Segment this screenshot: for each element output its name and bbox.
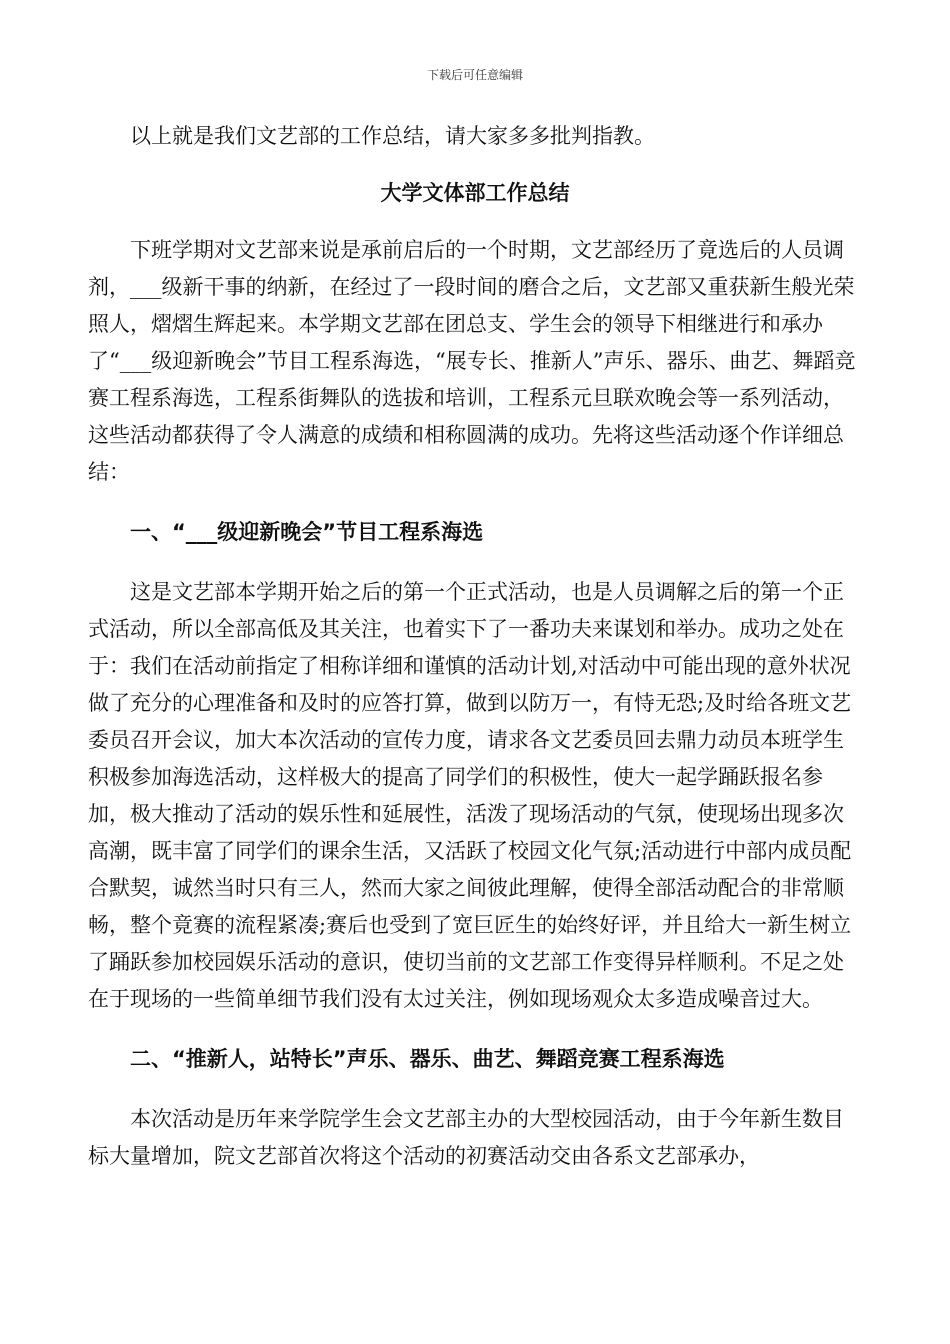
section-2-heading: 二、“推新人，站特长”声乐、器乐、曲艺、舞蹈竞赛工程系海选 [130, 1047, 725, 1071]
section-1-paragraph: 这是文艺部本学期开始之后的第一个正式活动，也是人员调解之后的第一个正式活动，所以全部高低及其关注，也着实下了一番功夫来谋划和举办。成功之处在于：我们在活动前指定了相称详细和谨慎的活动计划,对活动中可能出现的意外状况做了充分的心理准备和及时的应答打算，做到以防万一，有恃无恐;及时给各班文艺委员召开会议，加大本次活动的宣传力度，请求各文艺委员回去鼎力动员本班学生积极参加海选活动，这样极大的提高了同学们的积极性，使大一起学踊跃报名参加，极大推动了活动的娱乐性和延展性，活泼了现场活动的气氛，使现场出现多次高潮，既丰富了同学们的课余生活，又活跃了校园文化气氛;活动进行中部内成员配合默契，诚然当时只有三人，然而大家之间彼此理解，使得全部活动配合的非常顺畅，整个竟赛的流程紧凑;赛后也受到了宽巨匠生的始终好评，并且给大一新生树立了踊跃参加校园娱乐活动的意识，使切当前的文艺部工作变得异样顺利。不足之处在于现场的一些简单细节我们没有太过关注，例如现场观众太多造成噪音过大。 [88, 580, 852, 1011]
page-header-note: 下载后可任意编辑 [426, 68, 523, 82]
intro-paragraph: 下班学期对文艺部来说是承前启后的一个时期，文艺部经历了竟选后的人员调剂，___级新干事的纳新，在经过了一段时间的磨合之后，文艺部又重获新生般光荣照人，熠熠生辉起来。本学期文艺部在团总支、学生会的领导下相继进行和承办了“___级迎新晚会”节目工程系海选，“展专长、推新人”声乐、器乐、曲艺、舞蹈竞赛工程系海选，工程系街舞队的选拔和培训，工程系元旦联欢晚会等一系列活动，这些活动都获得了令人满意的成绩和相称圆满的成功。先将这些活动逐个作详细总结： [88, 238, 856, 484]
document-title: 大学文体部工作总结 [380, 181, 570, 205]
closing-paragraph: 以上就是我们文艺部的工作总结，请大家多多批判指教。 [130, 124, 655, 148]
section-1-heading: 一、“___级迎新晚会”节目工程系海选 [130, 520, 484, 544]
document-body [88, 118, 862, 1175]
section-2-paragraph: 本次活动是历年来学院学生会文艺部主办的大型校园活动，由于今年新生数目标大量增加，院文艺部首次将这个活动的初赛活动交由各系文艺部承办， [88, 1107, 844, 1168]
